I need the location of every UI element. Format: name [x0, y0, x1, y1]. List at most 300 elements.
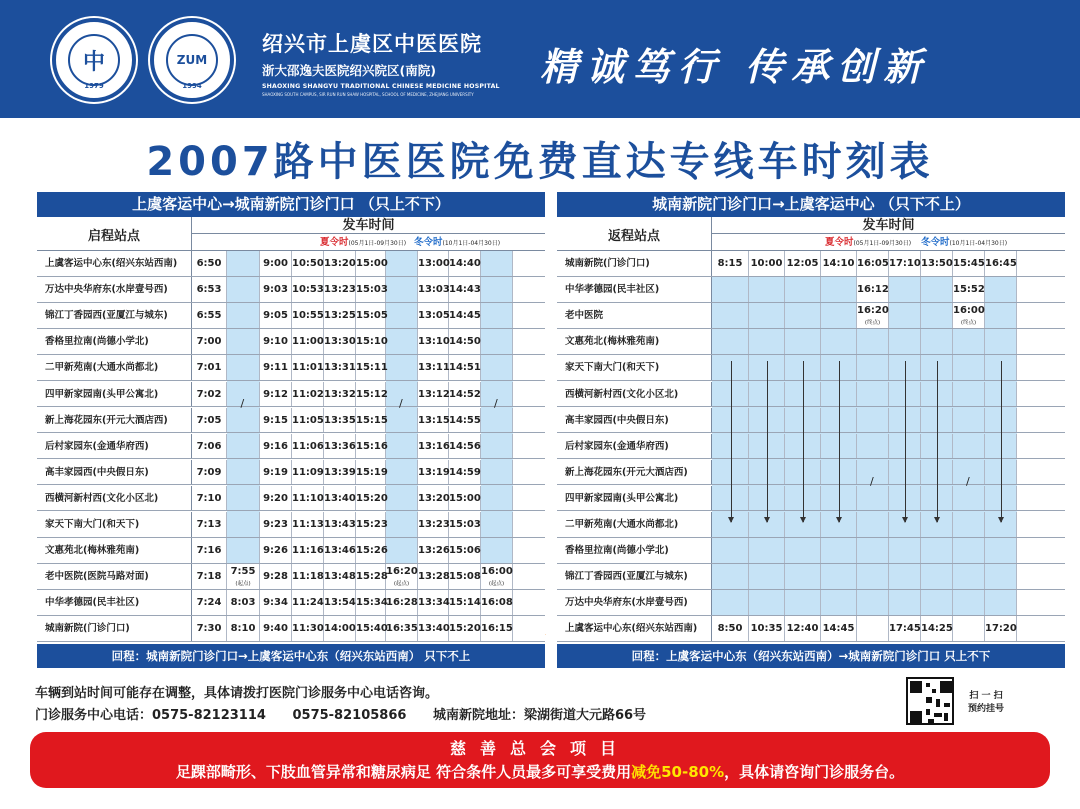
time-cell: [481, 303, 513, 328]
service-phone: 门诊服务中心电话：0575-82123114: [35, 708, 266, 723]
table-row: [557, 486, 1065, 512]
time-cell: [889, 277, 921, 302]
time-cell: 11:00: [292, 329, 324, 354]
time-cell: [386, 303, 418, 328]
time-cell: [985, 303, 1017, 328]
time-cell: 11:06: [292, 434, 324, 459]
time-cell: 13:03: [418, 277, 449, 302]
time-cell: 9:40: [260, 616, 292, 641]
time-cell: [857, 408, 889, 433]
time-cell: [481, 486, 513, 511]
charity-title: 慈善总会项目: [449, 739, 630, 758]
outbound-heading: 上虞客运中心→城南新院门诊门口 （只上不下）: [132, 195, 450, 213]
time-cell: [953, 382, 985, 407]
time-cell: [227, 277, 260, 302]
time-cell: [785, 538, 821, 563]
time-cell: 15:45: [953, 251, 985, 276]
table-row: [37, 512, 545, 538]
time-cell: 9:10: [260, 329, 292, 354]
station-name: 上虞客运中心东(绍兴东站西南): [37, 251, 192, 276]
station-name: 中华孝德园(民丰社区): [557, 277, 712, 302]
logo-emblem-icon: 中: [68, 34, 120, 86]
time-cell: 15:00: [449, 486, 481, 511]
time-cell: 15:34: [356, 590, 386, 615]
time-cell: 13:10: [418, 329, 449, 354]
time-cell: 15:06: [449, 538, 481, 563]
table-row: [557, 251, 1065, 277]
time-cell: 13:20: [324, 251, 356, 276]
time-cell: 13:39: [324, 460, 356, 485]
time-cell: [386, 355, 418, 380]
time-cell: [889, 564, 921, 589]
time-cell: [481, 512, 513, 537]
time-cell: [889, 303, 921, 328]
table-row: [557, 329, 1065, 355]
table-row: [37, 329, 545, 355]
scan-label: 扫 一 扫: [969, 691, 1003, 701]
station-name: 新上海花园东(开元大酒店西): [557, 460, 712, 485]
hospital-logo: [52, 18, 136, 102]
time-cell: 7:24: [192, 590, 227, 615]
return-heading: 城南新院门诊门口→上虞客运中心 （只下不上）: [652, 195, 970, 213]
time-cell: [857, 434, 889, 459]
time-cell: 15:14: [449, 590, 481, 615]
time-cell: [785, 590, 821, 615]
time-cell: [889, 329, 921, 354]
schedule-slash: /: [240, 397, 245, 411]
time-cell: 13:34: [418, 590, 449, 615]
time-cell: [712, 303, 749, 328]
table-row: [557, 303, 1065, 329]
time-cell: [985, 277, 1017, 302]
time-cell: 7:09: [192, 460, 227, 485]
return-timetable: [557, 192, 1065, 668]
time-cell: 13:40: [324, 486, 356, 511]
return-header-row: [557, 217, 1065, 251]
time-cell: [386, 538, 418, 563]
time-cell: 15:08: [449, 564, 481, 589]
time-cell: 11:18: [292, 564, 324, 589]
table-row: [37, 251, 545, 277]
station-name: 万达中央华府东(水岸壹号西): [557, 590, 712, 615]
time-cell: [749, 590, 785, 615]
time-cell: 14:00: [324, 616, 356, 641]
qr-code-icon[interactable]: [906, 677, 954, 725]
station-name: 二甲新苑南(大通水尚都北): [37, 355, 192, 380]
station-name: 上虞客运中心东(绍兴东站西南): [557, 616, 712, 641]
time-cell: 11:09: [292, 460, 324, 485]
time-cell: 11:16: [292, 538, 324, 563]
station-name: 高丰家园西(中央假日东): [557, 408, 712, 433]
time-cell: [953, 590, 985, 615]
time-cell: 13:23: [324, 277, 356, 302]
time-cell: 15:52: [953, 277, 985, 302]
time-cell: 13:43: [324, 512, 356, 537]
time-cell: 13:00: [418, 251, 449, 276]
time-cell: 13:48: [324, 564, 356, 589]
time-cell: 13:46: [324, 538, 356, 563]
time-cell: 16:08: [481, 590, 513, 615]
time-cell: [857, 486, 889, 511]
schedule-slash: /: [966, 475, 970, 489]
time-cell: 9:11: [260, 355, 292, 380]
time-cell: [889, 538, 921, 563]
table-row: [557, 460, 1065, 489]
time-cell: [857, 512, 889, 537]
time-cell: 13:11: [418, 355, 449, 380]
outbound-summer-label: 夏令时(05月1日-09月30日): [320, 237, 407, 248]
charity-banner: [30, 732, 1050, 788]
time-cell: 15:19: [356, 460, 386, 485]
time-cell: 10:53: [292, 277, 324, 302]
time-cell: 10:35: [749, 616, 785, 641]
station-name: 西横河新村西(文化小区北): [37, 486, 192, 511]
time-cell: [953, 329, 985, 354]
time-cell: 10:00: [749, 251, 785, 276]
time-cell: 7:16: [192, 538, 227, 563]
time-cell: 15:26: [356, 538, 386, 563]
hospital-name: 绍兴市上虞区中医医院: [262, 31, 482, 56]
down-arrow-icon: [767, 361, 768, 523]
time-cell: 13:16: [418, 434, 449, 459]
time-cell: [857, 538, 889, 563]
time-cell: [953, 616, 985, 641]
station-name: 老中医院: [557, 303, 712, 328]
time-cell: 15:20: [449, 616, 481, 641]
outbound-time-header: 发车时间: [192, 217, 545, 234]
time-cell: [386, 460, 418, 485]
time-cell: [712, 329, 749, 354]
time-cell: 11:30: [292, 616, 324, 641]
table-row: [37, 486, 545, 512]
station-name: 城南新院(门诊门口): [37, 616, 192, 641]
time-cell: [785, 303, 821, 328]
time-cell: [921, 303, 953, 328]
time-cell: [857, 355, 889, 380]
time-cell: 9:12: [260, 382, 292, 407]
table-row: [37, 590, 545, 616]
station-name: 后村家园东(金通华府西): [557, 434, 712, 459]
time-cell: 9:19: [260, 460, 292, 485]
time-cell: 14:10: [821, 251, 857, 276]
time-cell: [227, 329, 260, 354]
time-cell: 15:20: [356, 486, 386, 511]
logo2-year: 1994: [182, 82, 202, 90]
table-row: [37, 564, 545, 590]
station-name: 西横河新村西(文化小区北): [557, 382, 712, 407]
down-arrow-icon: [937, 361, 938, 523]
time-cell: [386, 277, 418, 302]
station-name: 文惠苑北(梅林雅苑南): [557, 329, 712, 354]
time-cell: 16:00 (起点): [481, 566, 513, 587]
station-name: 后村家园东(金通华府西): [37, 434, 192, 459]
time-cell: 10:50: [292, 251, 324, 276]
time-cell: [227, 355, 260, 380]
time-cell: 7:30: [192, 616, 227, 641]
time-cell: 14:56: [449, 434, 481, 459]
time-cell: 13:50: [921, 251, 953, 276]
time-cell: [985, 329, 1017, 354]
time-cell: [227, 538, 260, 563]
table-row: [37, 382, 545, 411]
time-cell: [386, 251, 418, 276]
time-cell: [481, 329, 513, 354]
time-cell: 10:55: [292, 303, 324, 328]
time-cell: 17:45: [889, 616, 921, 641]
time-cell: 9:16: [260, 434, 292, 459]
down-arrow-icon: [839, 361, 840, 523]
outbound-station-header: 启程站点: [37, 217, 192, 251]
down-arrow-icon: [1001, 361, 1002, 523]
time-cell: 13:28: [418, 564, 449, 589]
time-cell: 13:05: [418, 303, 449, 328]
table-row: [37, 538, 545, 564]
time-cell: 13:30: [324, 329, 356, 354]
time-cell: [749, 329, 785, 354]
time-cell: 9:34: [260, 590, 292, 615]
time-cell: [821, 538, 857, 563]
station-name: 城南新院(门诊门口): [557, 251, 712, 276]
time-cell: 12:40: [785, 616, 821, 641]
station-name: 中华孝德园(民丰社区): [37, 590, 192, 615]
page-title: 2007路中医医院免费直达专线车时刻表: [146, 139, 934, 185]
time-cell: 9:00: [260, 251, 292, 276]
motto: 精诚笃行 传承创新: [540, 44, 930, 89]
scan-caption: [968, 690, 1004, 716]
time-cell: [985, 538, 1017, 563]
table-row: [37, 303, 545, 329]
schedule-slash: /: [494, 397, 498, 411]
time-cell: 15:11: [356, 355, 386, 380]
outbound-header-row: [37, 217, 545, 251]
time-cell: 14:40: [449, 251, 481, 276]
hospital-name-block: [262, 28, 500, 97]
time-cell: [227, 486, 260, 511]
time-cell: [749, 277, 785, 302]
time-cell: 15:23: [356, 512, 386, 537]
time-cell: 15:00: [356, 251, 386, 276]
time-cell: [481, 434, 513, 459]
time-cell: 14:52: [449, 382, 481, 407]
time-cell: [953, 408, 985, 433]
time-cell: 16:12: [857, 277, 889, 302]
outbound-winter-label: 冬令时(10月1日-04月30日): [414, 237, 501, 248]
time-cell: [712, 277, 749, 302]
time-cell: 11:01: [292, 355, 324, 380]
time-cell: 15:03: [356, 277, 386, 302]
time-cell: 7:18: [192, 564, 227, 589]
down-arrow-icon: [731, 361, 732, 523]
time-cell: [953, 512, 985, 537]
time-cell: 15:10: [356, 329, 386, 354]
time-cell: [481, 277, 513, 302]
time-cell: 16:28: [386, 590, 418, 615]
time-cell: [953, 564, 985, 589]
time-cell: 13:20: [418, 486, 449, 511]
time-cell: 14:45: [821, 616, 857, 641]
station-name: 锦江丁香园西(亚厦江与城东): [557, 564, 712, 589]
time-cell: [227, 512, 260, 537]
end-label: (终点): [864, 319, 881, 326]
station-name: 家天下南大门(和天下): [37, 512, 192, 537]
time-cell: [386, 486, 418, 511]
time-cell: [481, 460, 513, 485]
time-cell: 13:12: [418, 382, 449, 407]
start-label: (起点): [235, 580, 251, 587]
time-cell: 13:25: [324, 303, 356, 328]
time-cell: [481, 408, 513, 433]
time-cell: 15:40: [356, 616, 386, 641]
time-cell: 7:06: [192, 434, 227, 459]
time-cell: 6:50: [192, 251, 227, 276]
time-cell: [889, 590, 921, 615]
hospital-subname: 浙大邵逸夫医院绍兴院区(南院): [262, 63, 436, 78]
time-cell: 14:25: [921, 616, 953, 641]
station-name: 二甲新苑南(大通水尚都北): [557, 512, 712, 537]
time-cell: [985, 590, 1017, 615]
time-cell: 13:36: [324, 434, 356, 459]
station-name: 香格里拉南(尚德小学北): [37, 329, 192, 354]
time-cell: 11:24: [292, 590, 324, 615]
time-cell: [821, 590, 857, 615]
time-cell: 9:28: [260, 564, 292, 589]
contact-info: [35, 704, 668, 723]
return-winter-label: 冬令时(10月1日-04月30日): [921, 237, 1008, 248]
time-cell: 9:26: [260, 538, 292, 563]
table-row: [557, 382, 1065, 408]
time-cell: [785, 564, 821, 589]
time-cell: [712, 590, 749, 615]
time-cell: [821, 564, 857, 589]
time-cell: 9:15: [260, 408, 292, 433]
station-name: 新上海花园东(开元大酒店西): [37, 408, 192, 433]
table-row: [37, 277, 545, 303]
time-cell: 11:10: [292, 486, 324, 511]
time-cell: [857, 590, 889, 615]
time-cell: 8:50: [712, 616, 749, 641]
time-cell: [821, 303, 857, 328]
table-row: [557, 538, 1065, 564]
time-cell: 8:03: [227, 590, 260, 615]
time-cell: 7:05: [192, 408, 227, 433]
station-name: 锦江丁香园西(亚厦江与城东): [37, 303, 192, 328]
time-cell: 16:15: [481, 616, 513, 641]
time-cell: [481, 538, 513, 563]
return-summer-label: 夏令时(05月1日-09月30日): [825, 237, 912, 248]
time-cell: [953, 355, 985, 380]
time-cell: 16:45: [985, 251, 1017, 276]
time-cell: 14:43: [449, 277, 481, 302]
time-cell: 17:10: [889, 251, 921, 276]
station-name: 四甲新家园南(头甲公寓北): [37, 382, 192, 407]
time-cell: 7:10: [192, 486, 227, 511]
table-row: [557, 434, 1065, 460]
station-name: 四甲新家园南(头甲公寓北): [557, 486, 712, 511]
station-name: 文惠苑北(梅林雅苑南): [37, 538, 192, 563]
down-arrow-icon: [803, 361, 804, 523]
time-cell: [712, 538, 749, 563]
start-label: (起点): [488, 580, 505, 587]
schedule-slash: /: [399, 397, 403, 411]
time-cell: 6:55: [192, 303, 227, 328]
down-arrow-icon: [905, 361, 906, 523]
time-cell: [953, 486, 985, 511]
time-cell: [857, 329, 889, 354]
time-cell: [227, 460, 260, 485]
time-cell: [227, 408, 260, 433]
time-cell: [857, 382, 889, 407]
time-cell: 7:13: [192, 512, 227, 537]
appointment-label: 预约挂号: [968, 704, 1005, 714]
time-cell: [712, 564, 749, 589]
time-cell: 14:51: [449, 355, 481, 380]
time-cell: 8:15: [712, 251, 749, 276]
table-row: [557, 564, 1065, 590]
time-cell: 14:59: [449, 460, 481, 485]
time-cell: 14:50: [449, 329, 481, 354]
time-cell: [921, 329, 953, 354]
time-cell: [953, 538, 985, 563]
table-row: [37, 460, 545, 486]
time-cell: 13:40: [418, 616, 449, 641]
campus-address: 城南新院地址：梁湖街道大元路66号: [432, 708, 647, 723]
header-bar: [0, 0, 1080, 118]
university-emblem-icon: ZUM: [166, 34, 218, 86]
time-cell: 13:54: [324, 590, 356, 615]
time-cell: 13:32: [324, 382, 356, 407]
table-row: [37, 408, 545, 434]
time-cell: 6:53: [192, 277, 227, 302]
time-cell: 9:23: [260, 512, 292, 537]
time-cell: [386, 329, 418, 354]
time-cell: [921, 538, 953, 563]
table-row: [37, 616, 545, 642]
time-cell: [749, 538, 785, 563]
time-cell: [481, 355, 513, 380]
return-time-header: 发车时间: [712, 217, 1065, 234]
time-cell: 16:20 (起点): [386, 566, 418, 587]
time-cell: [953, 434, 985, 459]
outbound-footer: 回程：城南新院门诊门口→上虞客运中心东（绍兴东站西南） 只下不上: [111, 649, 471, 663]
time-cell: 13:15: [418, 408, 449, 433]
station-name: 万达中央华府东(水岸壹号西): [37, 277, 192, 302]
university-logo: [150, 18, 234, 102]
time-cell: [227, 251, 260, 276]
time-cell: [921, 590, 953, 615]
logo-year: 1979: [84, 82, 104, 90]
time-cell: 16:35: [386, 616, 418, 641]
time-cell: [785, 277, 821, 302]
time-cell: 13:26: [418, 538, 449, 563]
time-cell: [857, 616, 889, 641]
time-cell: [227, 303, 260, 328]
time-cell: [749, 564, 785, 589]
time-cell: 13:35: [324, 408, 356, 433]
time-cell: [921, 277, 953, 302]
time-cell: 11:02: [292, 382, 324, 407]
time-cell: [857, 564, 889, 589]
hospital-english-name: SHAOXING SHANGYU TRADITIONAL CHINESE MEDICINE HOSPITAL: [262, 83, 500, 90]
time-cell: 16:00 (终点): [953, 305, 985, 326]
time-cell: 14:55: [449, 408, 481, 433]
station-name: 家天下南大门(和天下): [557, 355, 712, 380]
time-cell: [749, 303, 785, 328]
station-name: 香格里拉南(尚德小学北): [557, 538, 712, 563]
station-name: 老中医院(医院马路对面): [37, 564, 192, 589]
table-row: [37, 355, 545, 381]
arrival-notice: 车辆到站时间可能存在调整，具体请拨打医院门诊服务中心电话咨询。: [35, 686, 439, 701]
outbound-timetable: [37, 192, 545, 668]
